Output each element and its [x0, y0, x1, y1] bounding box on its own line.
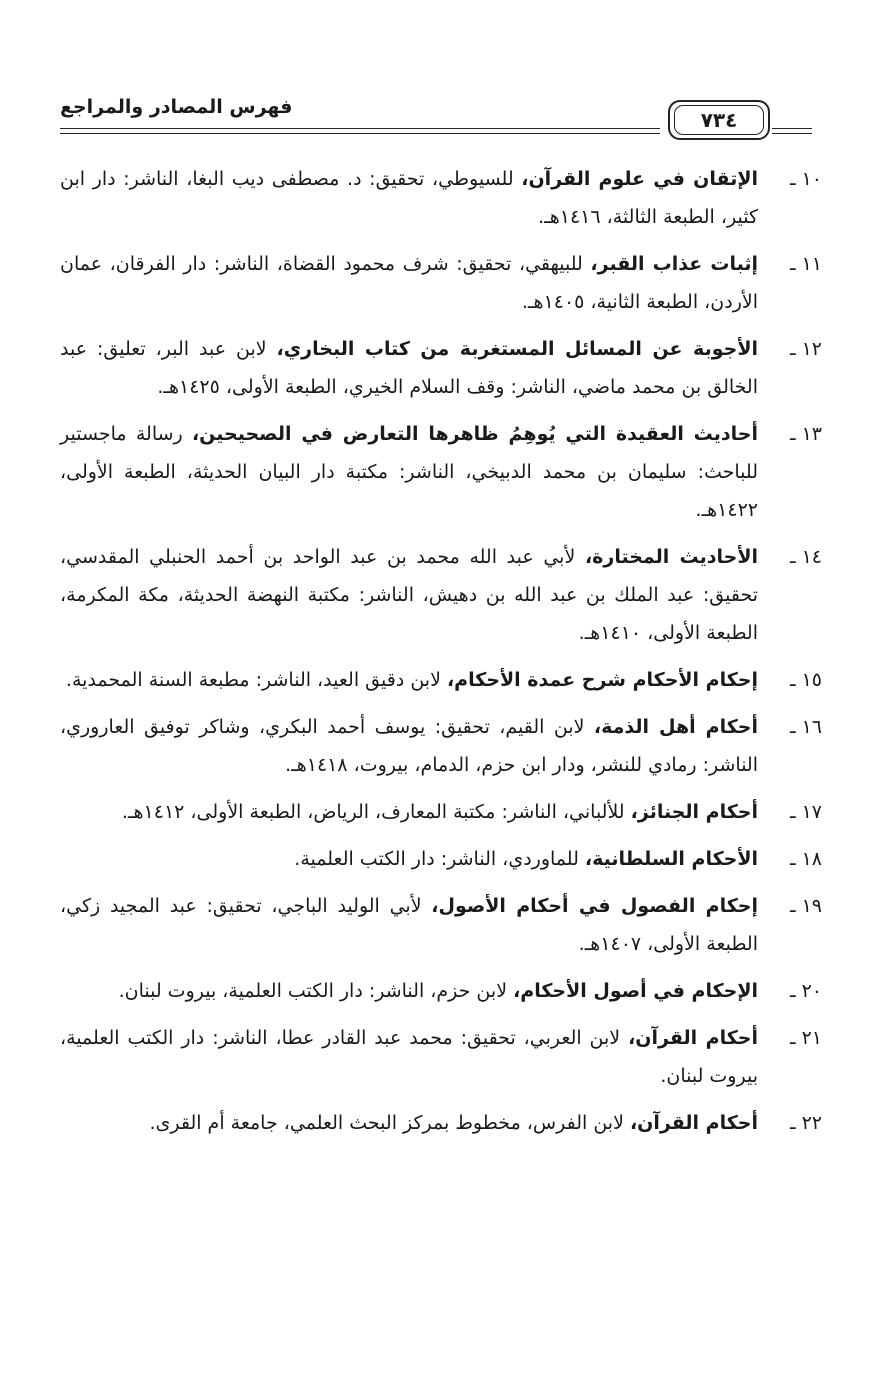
entry-text: [60, 1019, 758, 1095]
reference-entry: [60, 708, 822, 784]
entry-number: ١٨ ـ: [789, 848, 822, 870]
entry-text: [60, 415, 758, 529]
entry-title: إثبات عذاب القبر،: [590, 253, 758, 275]
entry-text: [60, 330, 758, 406]
entry-text: [60, 708, 758, 784]
entry-details: لابن القيم، تحقيق: يوسف أحمد البكري، وشاكر توفيق العاروري، الناشر: رمادي للنشر، ودار ابن حزم، الدمام، بيروت، ١٤١٨هـ.: [60, 716, 758, 776]
reference-entry: [60, 887, 822, 963]
entry-title: الأحاديث المختارة،: [584, 546, 759, 568]
reference-entry: [60, 793, 822, 831]
reference-entry: [60, 972, 822, 1010]
entry-text: [60, 793, 758, 831]
header-title: فهرس المصادر والمراجع: [60, 96, 293, 118]
entry-title: أحكام القرآن،: [628, 1027, 758, 1049]
entry-text: [60, 661, 758, 699]
entry-number: ١٦ ـ: [789, 716, 822, 738]
header-rule: [772, 128, 812, 129]
entry-number: ١١ ـ: [789, 253, 822, 275]
reference-entry: [60, 538, 822, 652]
entry-number: ١٠ ـ: [789, 168, 822, 190]
entry-details: للبيهقي، تحقيق: شرف محمود القضاة، الناشر: دار الفرقان، عمان الأردن، الطبعة الثانية، ١٤٠٥هـ.: [60, 253, 758, 313]
entry-details: لابن عبد البر، تعليق: عبد الخالق بن محمد ماضي، الناشر: وقف السلام الخيري، الطبعة الأولى، ١٤٢٥هـ.: [60, 338, 758, 398]
entry-number: ١٣ ـ: [789, 423, 822, 445]
entry-text: [60, 972, 758, 1010]
entry-title: أحكام القرآن،: [629, 1112, 758, 1134]
page-number-frame: [668, 100, 770, 140]
entry-title: الأحكام السلطانية،: [584, 848, 758, 870]
header-rule: [772, 133, 812, 134]
entry-number: ١٥ ـ: [789, 669, 822, 691]
entry-number: ٢٠ ـ: [789, 980, 822, 1002]
entry-details: رسالة ماجستير للباحث: سليمان بن محمد الدبيخي، الناشر: مكتبة دار البيان الحديثة، الطبعة الأولى، ١٤٢٢هـ.: [60, 423, 758, 521]
entry-title: الأجوبة عن المسائل المستغربة من كتاب البخاري،: [276, 338, 758, 360]
entry-title: أحاديث العقيدة التي يُوهِمُ ظاهرها التعارض في الصحيحين،: [191, 423, 758, 445]
entry-text: [60, 887, 758, 963]
reference-entry: [60, 1104, 822, 1142]
entry-text: [60, 1104, 758, 1142]
entry-number: ١٢ ـ: [789, 338, 822, 360]
entry-title: الإتقان في علوم القرآن،: [521, 168, 758, 190]
entry-title: الإحكام في أصول الأحكام،: [513, 980, 758, 1002]
entry-details: لأبي الوليد الباجي، تحقيق: عبد المجيد زكي، الطبعة الأولى، ١٤٠٧هـ.: [60, 895, 758, 955]
header-rule: [60, 133, 660, 134]
entry-details: لابن حزم، الناشر: دار الكتب العلمية، بيروت لبنان.: [118, 980, 508, 1002]
entry-details: لابن العربي، تحقيق: محمد عبد القادر عطا، الناشر: دار الكتب العلمية، بيروت لبنان.: [60, 1027, 758, 1087]
entry-number: ٢٢ ـ: [789, 1112, 822, 1134]
entry-title: أحكام أهل الذمة،: [593, 716, 758, 738]
reference-entry: [60, 415, 822, 529]
entry-title: إحكام الأحكام شرح عمدة الأحكام،: [446, 669, 758, 691]
entry-details: لابن الفرس، مخطوط بمركز البحث العلمي، جامعة أم القرى.: [149, 1112, 624, 1134]
entry-text: [60, 840, 758, 878]
reference-entry: [60, 160, 822, 236]
entry-title: إحكام الفصول في أحكام الأصول،: [431, 895, 758, 917]
entry-number: ١٧ ـ: [789, 801, 822, 823]
entry-details: للألباني، الناشر: مكتبة المعارف، الرياض، الطبعة الأولى، ١٤١٢هـ.: [121, 801, 625, 823]
reference-entry: [60, 840, 822, 878]
reference-entry: [60, 1019, 822, 1095]
entry-details: لابن دقيق العيد، الناشر: مطبعة السنة المحمدية.: [65, 669, 441, 691]
header-rule: [60, 128, 660, 129]
references-list: [60, 160, 822, 1151]
entry-number: ٢١ ـ: [789, 1027, 822, 1049]
entry-text: [60, 160, 758, 236]
entry-details: لأبي عبد الله محمد بن عبد الواحد بن أحمد الحنبلي المقدسي، تحقيق: عبد الملك بن عبد الله بن دهيش، الناشر: مكتبة النهضة الحديثة، مكة المكرمة، الطبعة الأولى، ١٤١٠هـ.: [60, 546, 758, 644]
reference-entry: [60, 245, 822, 321]
entry-text: [60, 245, 758, 321]
entry-number: ١٤ ـ: [789, 546, 822, 568]
page-number: ٧٣٤: [674, 105, 764, 135]
entry-title: أحكام الجنائز،: [630, 801, 758, 823]
entry-text: [60, 538, 758, 652]
entry-details: للسيوطي، تحقيق: د. مصطفى ديب البغا، الناشر: دار ابن كثير، الطبعة الثالثة، ١٤١٦هـ.: [60, 168, 758, 228]
entry-number: ١٩ ـ: [789, 895, 822, 917]
reference-entry: [60, 330, 822, 406]
reference-entry: [60, 661, 822, 699]
page-header: [60, 86, 812, 142]
entry-details: للماوردي، الناشر: دار الكتب العلمية.: [294, 848, 579, 870]
